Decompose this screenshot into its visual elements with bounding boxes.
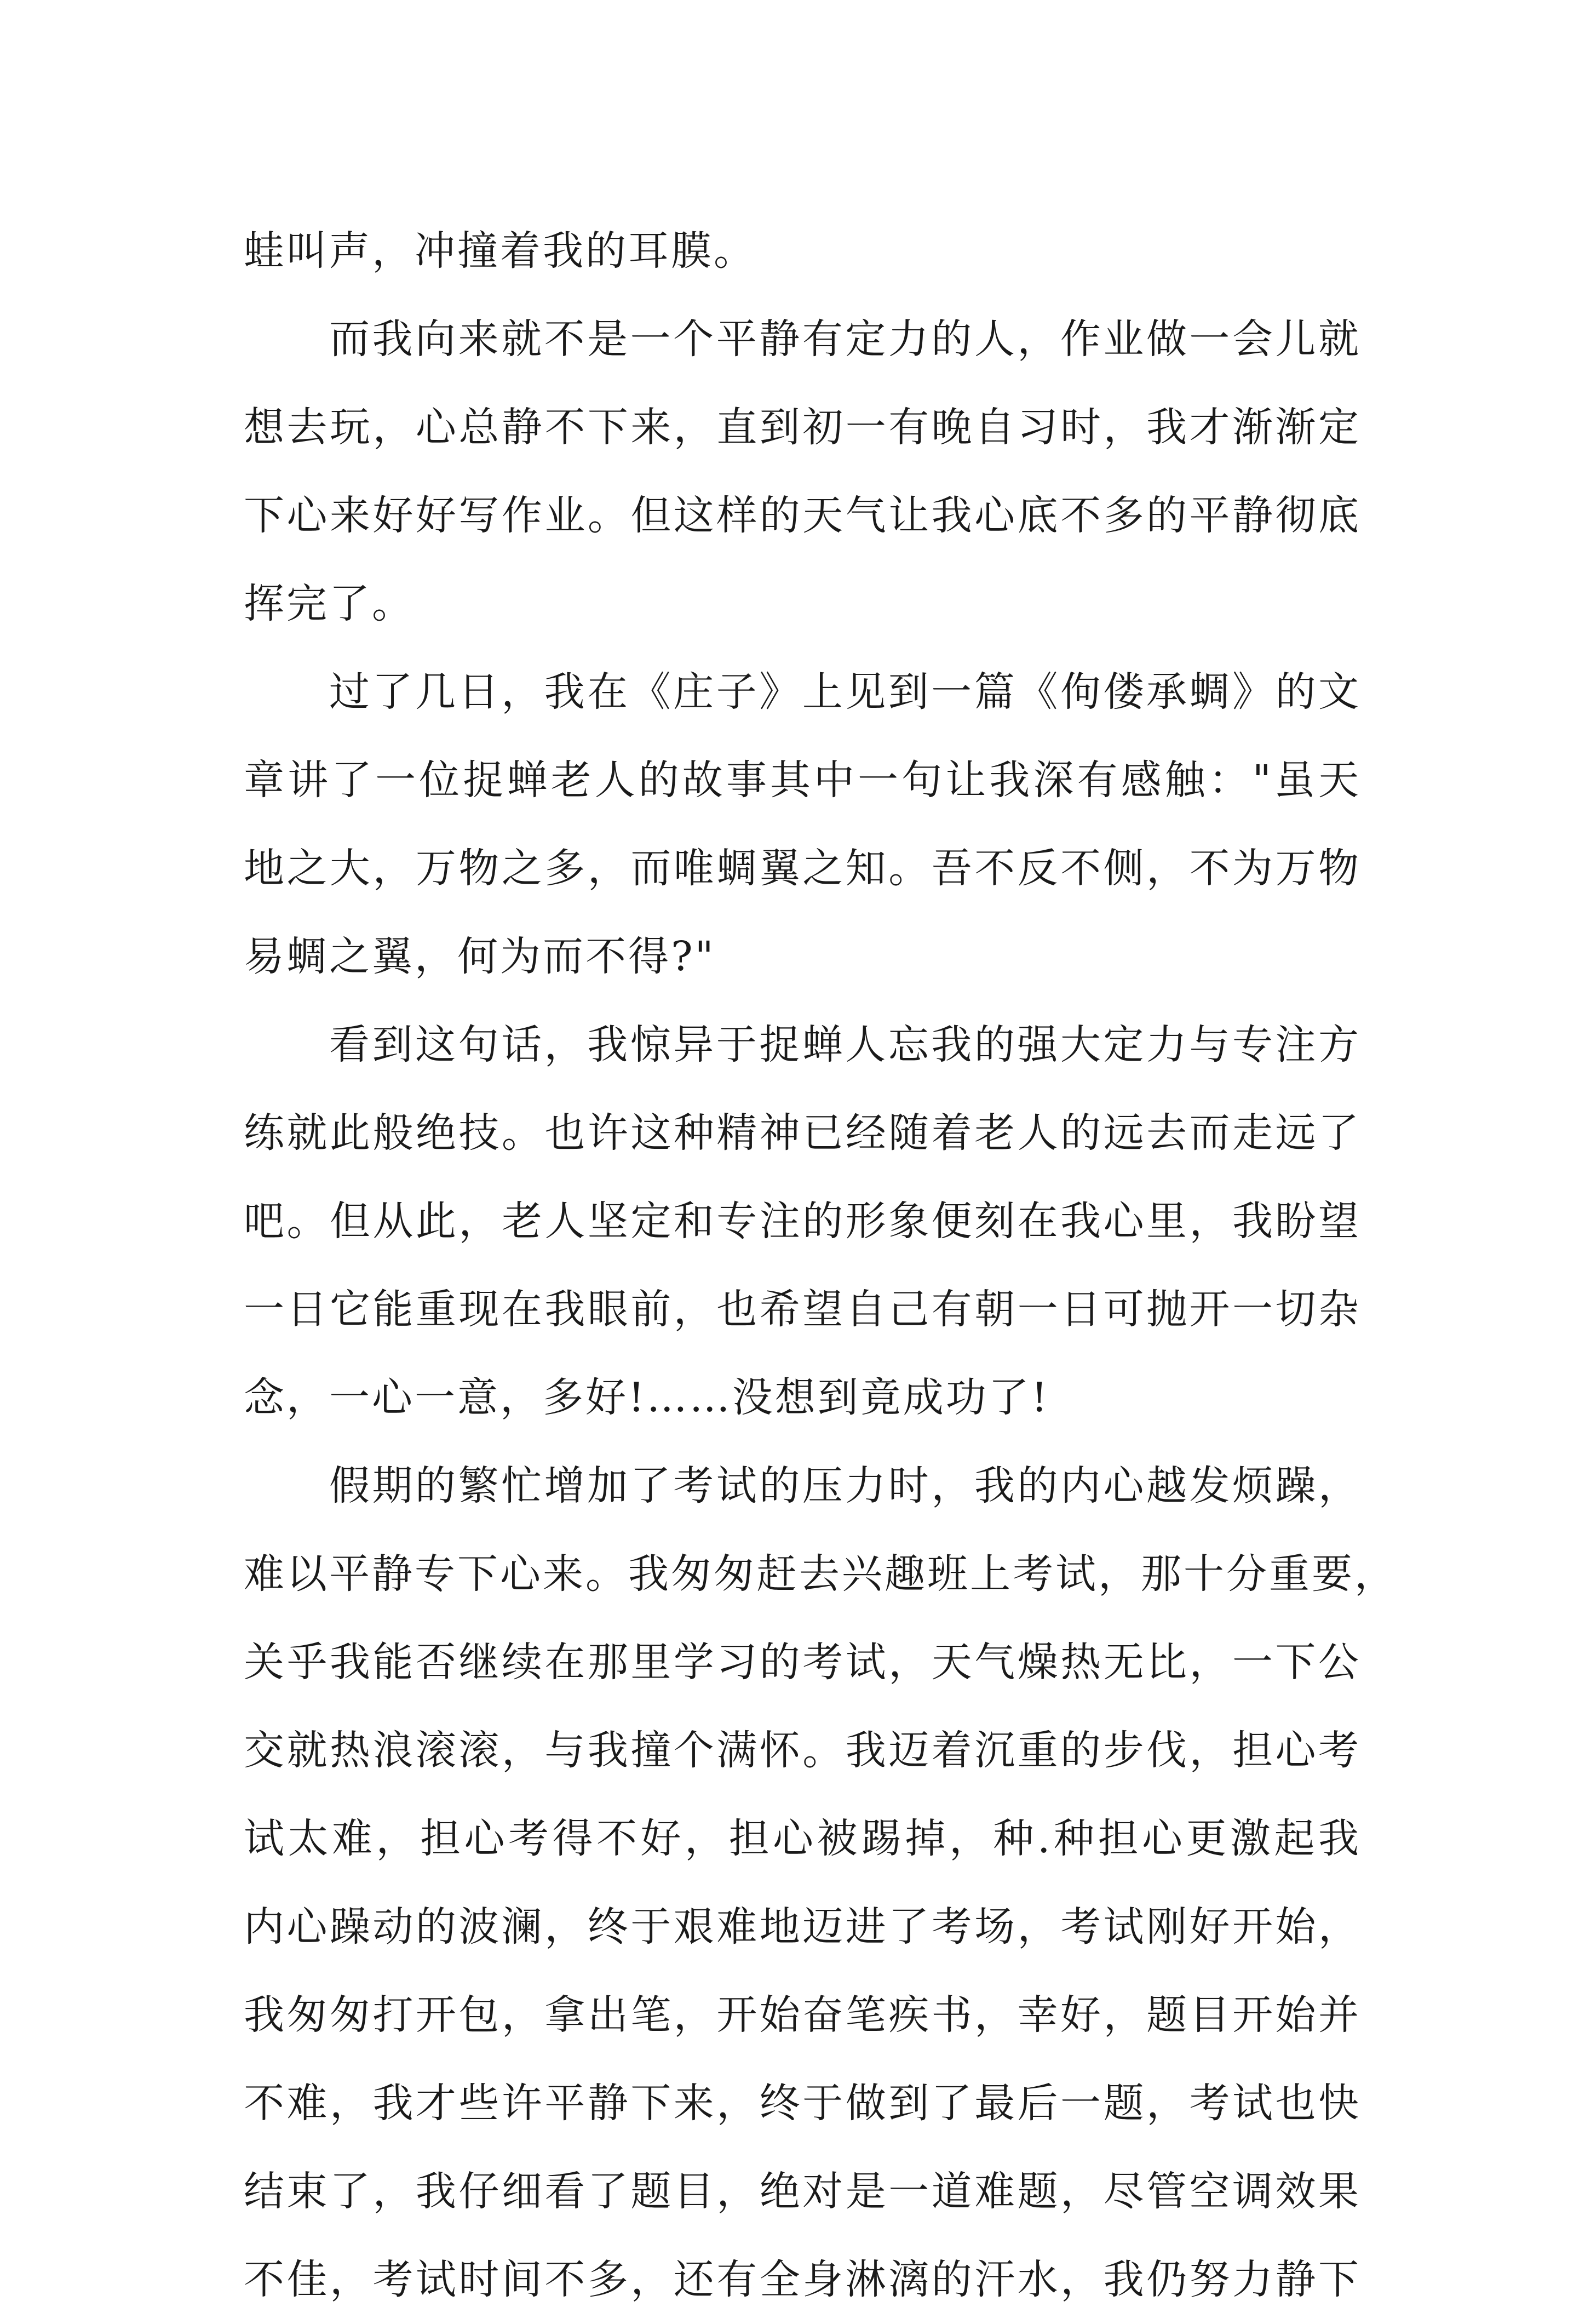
text-line: 而我向来就不是一个平静有定力的人，作业做一会儿就 [329,316,1361,363]
text-line: 下心来好好写作业。但这样的天气让我心底不多的平静彻底 [244,492,1361,539]
text-line: 不佳，考试时间不多，还有全身淋漓的汗水，我仍努力静下 [244,2256,1361,2303]
document-body [244,207,1397,2324]
text-line: 我匆匆打开包，拿出笔，开始奋笔疾书，幸好，题目开始并 [244,1991,1361,2039]
paragraph [244,207,1361,295]
text-line: 地之大，万物之多，而唯蜩翼之知。吾不反不侧，不为万物 [244,845,1361,892]
text-line: 一日它能重现在我眼前，也希望自己有朝一日可抛开一切杂 [244,1286,1361,1333]
text-line: 吧。但从此，老人坚定和专注的形象便刻在我心里，我盼望 [244,1198,1361,1245]
text-line: 内心躁动的波澜，终于艰难地迈进了考场，考试刚好开始， [244,1903,1361,1950]
text-line: 看到这句话，我惊异于捉蝉人忘我的强大定力与专注方 [329,1021,1361,1068]
paragraph [244,295,1361,648]
text-line: 念，一心一意，多好!……没想到竟成功了! [244,1374,1050,1421]
text-line: 挥完了。 [244,580,415,627]
paragraph [244,1001,1361,1442]
paragraph [244,648,1361,1001]
paragraph [244,1442,1397,2324]
text-line: 关乎我能否继续在那里学习的考试，天气燥热无比，一下公 [244,1639,1361,1686]
text-line: 交就热浪滚滚，与我撞个满怀。我迈着沉重的步伐，担心考 [244,1727,1361,1774]
text-line: 易蜩之翼，何为而不得?" [244,933,716,980]
text-line: 结束了，我仔细看了题目，绝对是一道难题，尽管空调效果 [244,2168,1361,2215]
text-line: 难以平静专下心来。我匆匆赶去兴趣班上考试，那十分重要， [244,1550,1397,1598]
text-line: 想去玩，心总静不下来，直到初一有晚自习时，我才渐渐定 [244,404,1361,451]
text-line: 不难，我才些许平静下来，终于做到了最后一题，考试也快 [244,2080,1361,2127]
text-line: 练就此般绝技。也许这种精神已经随着老人的远去而走远了 [244,1109,1361,1157]
text-line: 章讲了一位捉蝉老人的故事其中一句让我深有感触："虽天 [244,757,1361,804]
text-line: 蛙叫声，冲撞着我的耳膜。 [244,227,756,274]
text-line: 假期的繁忙增加了考试的压力时，我的内心越发烦躁， [329,1462,1361,1509]
text-line: 过了几日，我在《庄子》上见到一篇《佝偻承蜩》的文 [329,668,1361,715]
text-line: 试太难，担心考得不好，担心被踢掉，种.种担心更激起我 [244,1815,1361,1862]
